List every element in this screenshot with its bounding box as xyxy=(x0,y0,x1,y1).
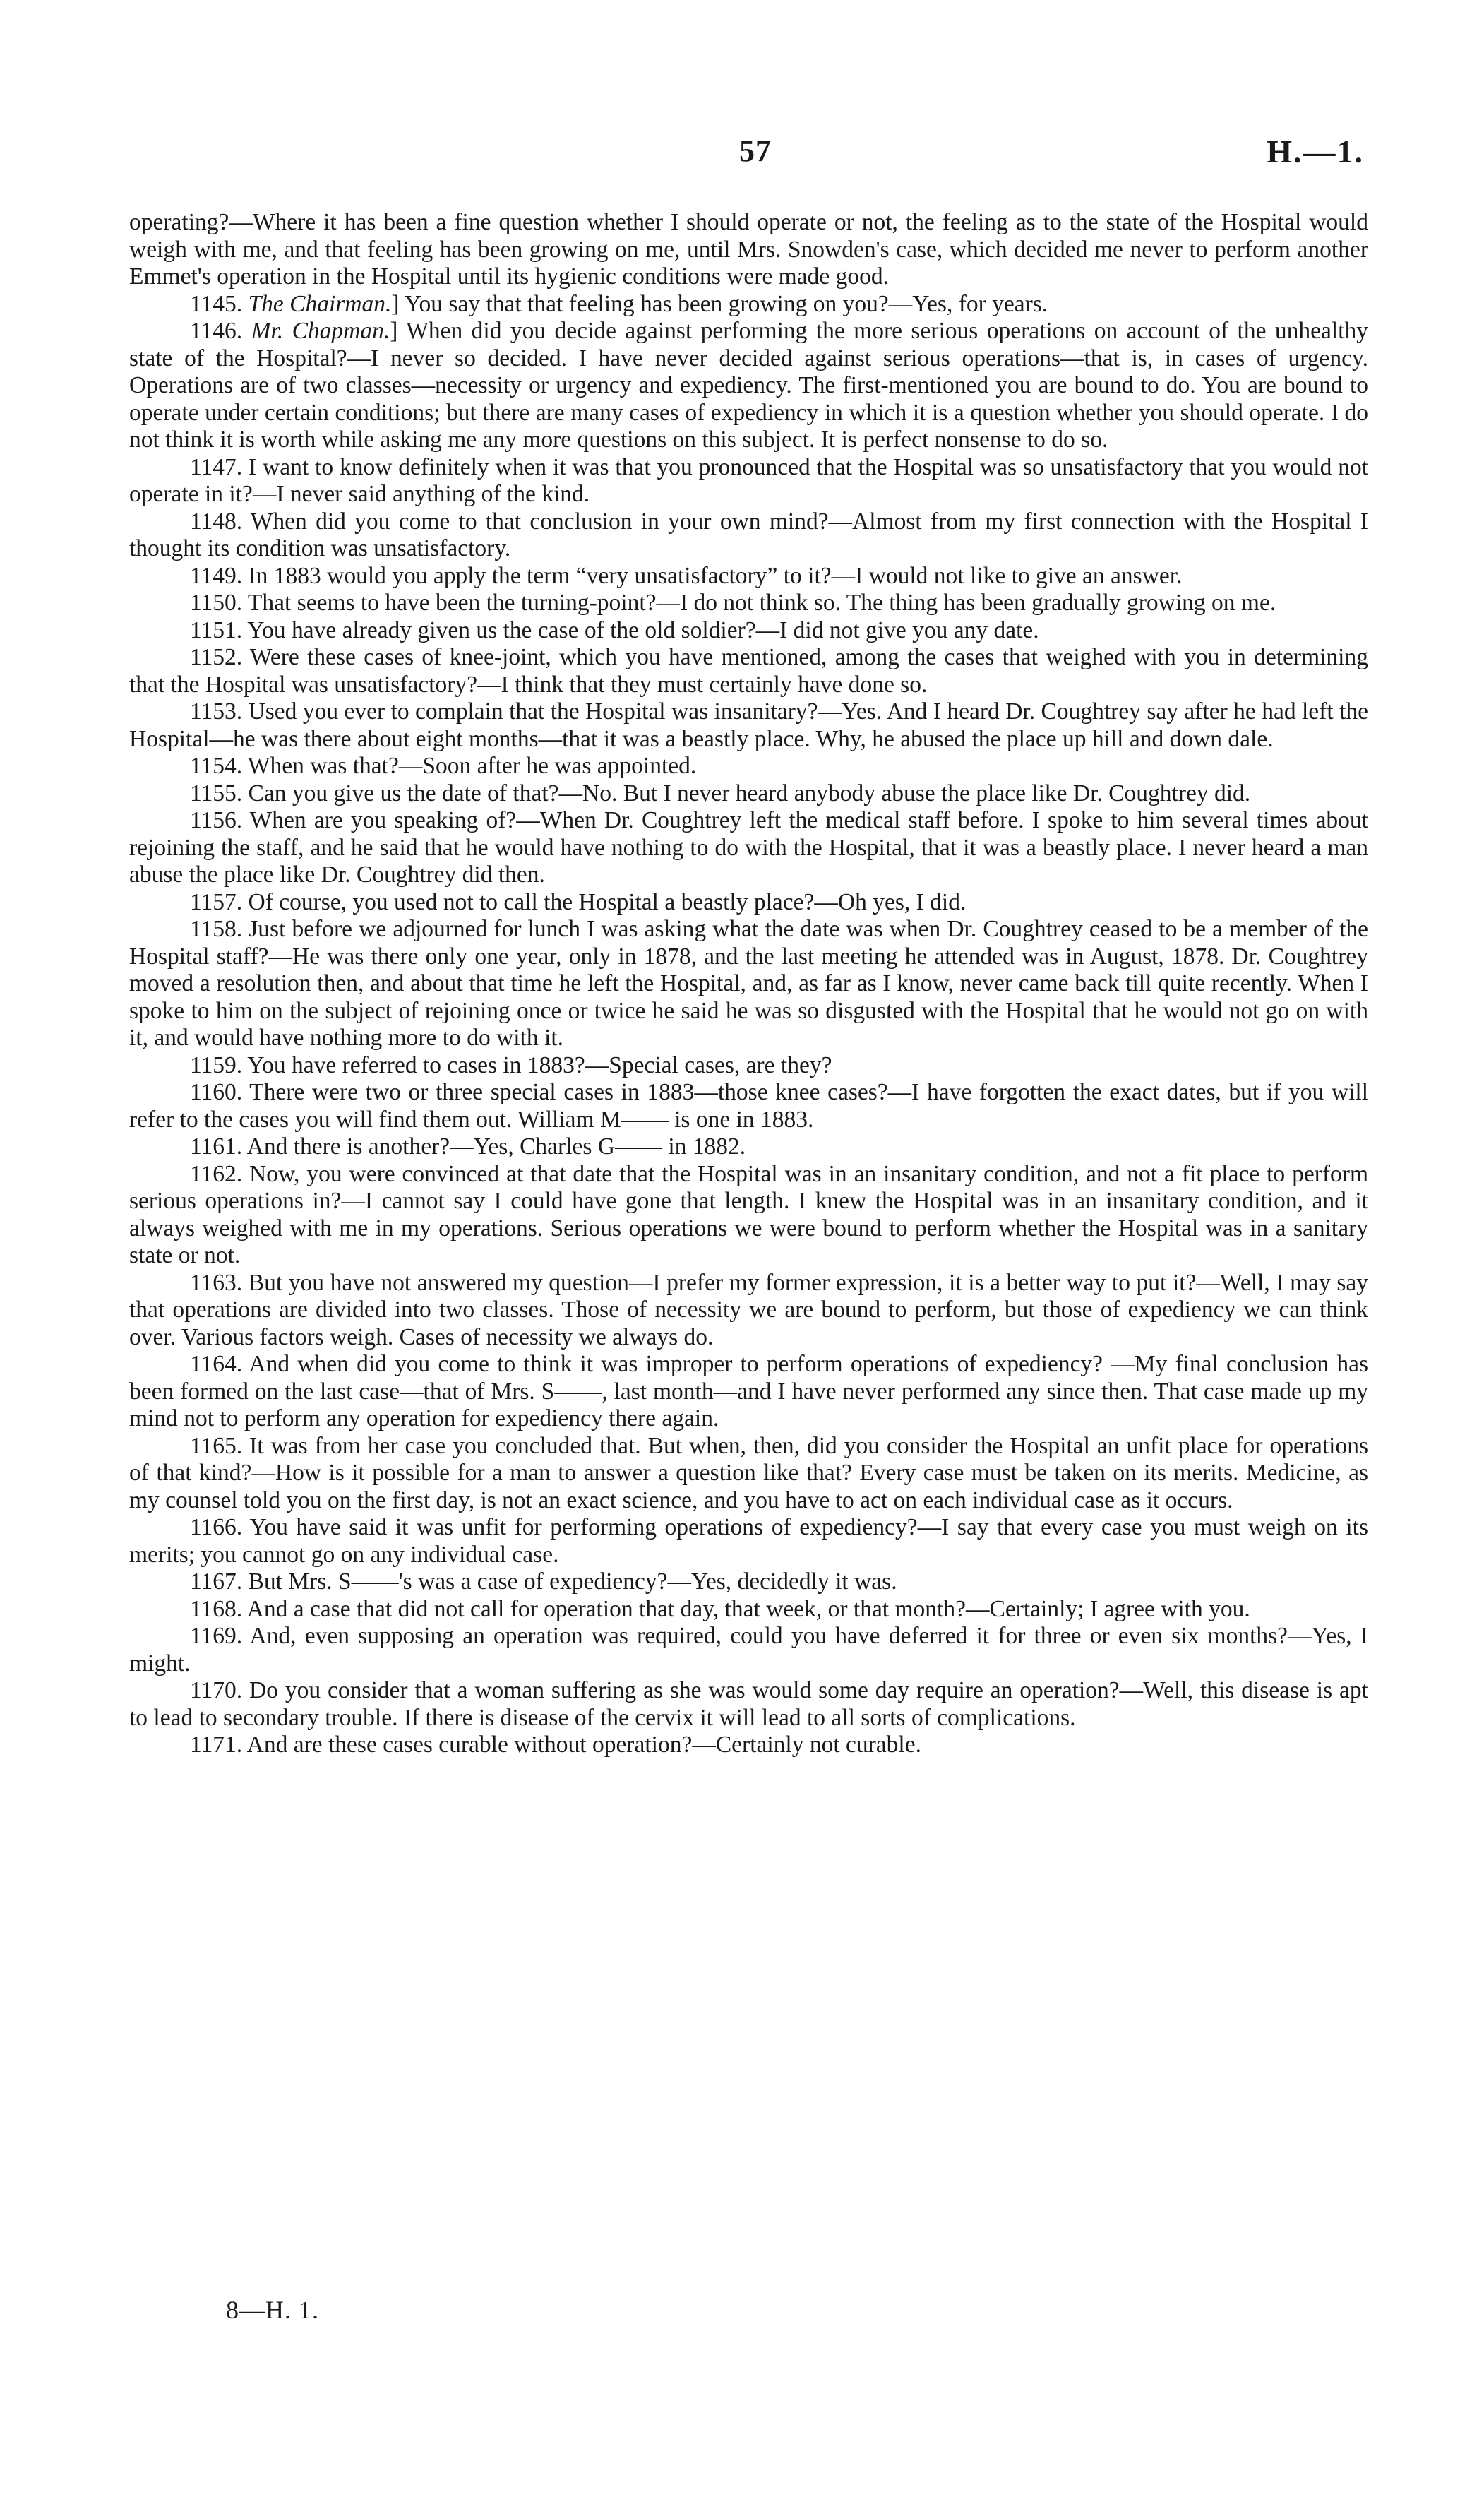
paragraph-1159: 1159. You have referred to cases in 1883?—Special cases, are they? xyxy=(190,1052,832,1078)
paragraph-1160: 1160. There were two or three special cases in 1883—those knee cases?—I have forgotten the exact dates, but if you will refer to the cases you will find them out. William M—— is one in 1883. xyxy=(129,1079,1368,1133)
paragraph-1163: 1163. But you have not answered my question—I prefer my former expression, it is a better way to put it?—Well, I may say that operations are divided into two classes. Those of necessity we are bound to perform, but those of expediency we can think over. Various factors weigh. Cases of necessity we always do. xyxy=(129,1269,1368,1350)
page-number: 57 xyxy=(739,133,772,168)
question-number: 1145. xyxy=(190,290,243,317)
paragraph-1156: 1156. When are you speaking of?—When Dr. Coughtrey left the medical staff before. I spoke to him several times about rejoining the staff, and he said that he would have nothing to do with the Hospital, that it was a beastly place. I never heard a man abuse the place like Dr. Coughtrey did then. xyxy=(129,807,1368,888)
paragraph-1161: 1161. And there is another?—Yes, Charles G—— in 1882. xyxy=(190,1133,746,1160)
paragraph-1155: 1155. Can you give us the date of that?—No. But I never heard anybody abuse the place like Dr. Coughtrey did. xyxy=(190,780,1251,806)
paragraph-1146 xyxy=(129,318,1368,454)
paragraph-1158: 1158. Just before we adjourned for lunch I was asking what the date was when Dr. Coughtrey ceased to be a member of the Hospital staff?—He was there only one year, only in 1878, and the last meeting he attended was in August, 1878. Dr. Coughtrey moved a resolution then, and about that time he left the Hospital, and, as far as I know, never came back till quite recently. When I spoke to him on the subject of rejoining once or twice he said he was so disgusted with the Hospital that he would not go on with it, and would have nothing more to do with it. xyxy=(129,916,1368,1051)
paragraph-opening: operating?—Where it has been a fine question whether I should operate or not, the feeling as to the state of the Hospital would weigh with me, and that feeling has been growing on me, until Mrs. Snowden's case, which decided me never to perform another Emmet's operation in the Hospital until its hygienic conditions were made good. xyxy=(129,209,1368,290)
paragraph-1166: 1166. You have said it was unfit for performing operations of expediency?—I say that every case you must weigh on its merits; you cannot go on any individual case. xyxy=(129,1514,1368,1568)
paragraph-1151: 1151. You have already given us the case of the old soldier?—I did not give you any date. xyxy=(190,617,1039,643)
paragraph-1149: 1149. In 1883 would you apply the term “very unsatisfactory” to it?—I would not like to give an answer. xyxy=(190,562,1183,589)
paragraph-1152: 1152. Were these cases of knee-joint, which you have mentioned, among the cases that weighed with you in determining that the Hospital was unsatisfactory?—I think that they must certainly have done so. xyxy=(129,644,1368,698)
paragraph-1165: 1165. It was from her case you concluded that. But when, then, did you consider the Hospital an unfit place for operations of that kind?—How is it possible for a man to answer a question like that? Every case must be taken on its merits. Medicine, as my counsel told you on the first day, is not an exact science, and you have to act on each individual case as it occurs. xyxy=(129,1432,1368,1513)
paragraph-1153: 1153. Used you ever to complain that the Hospital was insanitary?—Yes. And I heard Dr. Coughtrey say after he had left the Hospital—he was there about eight months—that it was a beastly place. Why, he abused the place up hill and down dale. xyxy=(129,698,1368,752)
paragraph-1148: 1148. When did you come to that conclusion in your own mind?—Almost from my first connection with the Hospital I thought its condition was unsatisfactory. xyxy=(129,508,1368,561)
signature-mark: 8—H. 1. xyxy=(226,2296,319,2324)
paragraph-1167: 1167. But Mrs. S——'s was a case of expediency?—Yes, decidedly it was. xyxy=(190,1568,897,1595)
evidence-text xyxy=(129,209,1368,1759)
question-number: 1146. xyxy=(190,318,243,344)
paragraph-1168: 1168. And a case that did not call for operation that day, that week, or that month?—Certainly; I agree with you. xyxy=(190,1595,1250,1622)
paragraph-1150: 1150. That seems to have been the turning-point?—I do not think so. The thing has been gradually growing on me. xyxy=(190,590,1276,616)
paper-code: H.—1. xyxy=(1267,133,1364,169)
paragraph-1171: 1171. And are these cases curable without operation?—Certainly not curable. xyxy=(190,1732,921,1758)
question-text: ] When did you decide against performing the more serious operations on account of the unhealthy state of the Hospital?—I never so decided. I have never decided against serious operations—that is, in cases of urgency. Operations are of two classes—necessity or urgency and expediency. The first-mentioned you are bound to do. You are bound to operate under certain conditions; but there are many cases of expediency in which it is a question whether you should operate. I do not think it is worth while asking me any more questions on this subject. It is perfect nonsense to do so. xyxy=(129,318,1368,453)
paragraph-1170: 1170. Do you consider that a woman suffering as she was would some day require an operation?—Well, this disease is apt to lead to secondary trouble. If there is disease of the cervix it will lead to all sorts of complications. xyxy=(129,1677,1368,1731)
paragraph-1154: 1154. When was that?—Soon after he was appointed. xyxy=(190,753,697,779)
question-text: ] You say that that feeling has been growing on you?—Yes, for years. xyxy=(391,290,1048,317)
paragraph-1147: 1147. I want to know definitely when it was that you pronounced that the Hospital was so unsatisfactory that you would not operate in it?—I never said anything of the kind. xyxy=(129,453,1368,507)
page-header xyxy=(0,133,1484,175)
paragraph-1169: 1169. And, even supposing an operation was required, could you have deferred it for three or even six months?—Yes, I might. xyxy=(129,1623,1368,1677)
paragraph-1164: 1164. And when did you come to think it was improper to perform operations of expediency? —My final conclusion has been formed on the last case—that of Mrs. S——, last month—and I have never performed any since then. That case made up my mind not to perform any operation for expediency there again. xyxy=(129,1351,1368,1431)
paragraph-1157: 1157. Of course, you used not to call the Hospital a beastly place?—Oh yes, I did. xyxy=(190,888,967,915)
paragraph-1145 xyxy=(129,291,1368,318)
speaker-name: The Chairman. xyxy=(248,290,392,317)
paragraph-1162: 1162. Now, you were convinced at that date that the Hospital was in an insanitary condition, and not a fit place to perform serious operations in?—I cannot say I could have gone that length. I knew the Hospital was in an insanitary condition, and it always weighed with me in my operations. Serious operations we were bound to perform whether the Hospital was in a sanitary state or not. xyxy=(129,1160,1368,1268)
speaker-name: Mr. Chapman. xyxy=(251,318,390,344)
